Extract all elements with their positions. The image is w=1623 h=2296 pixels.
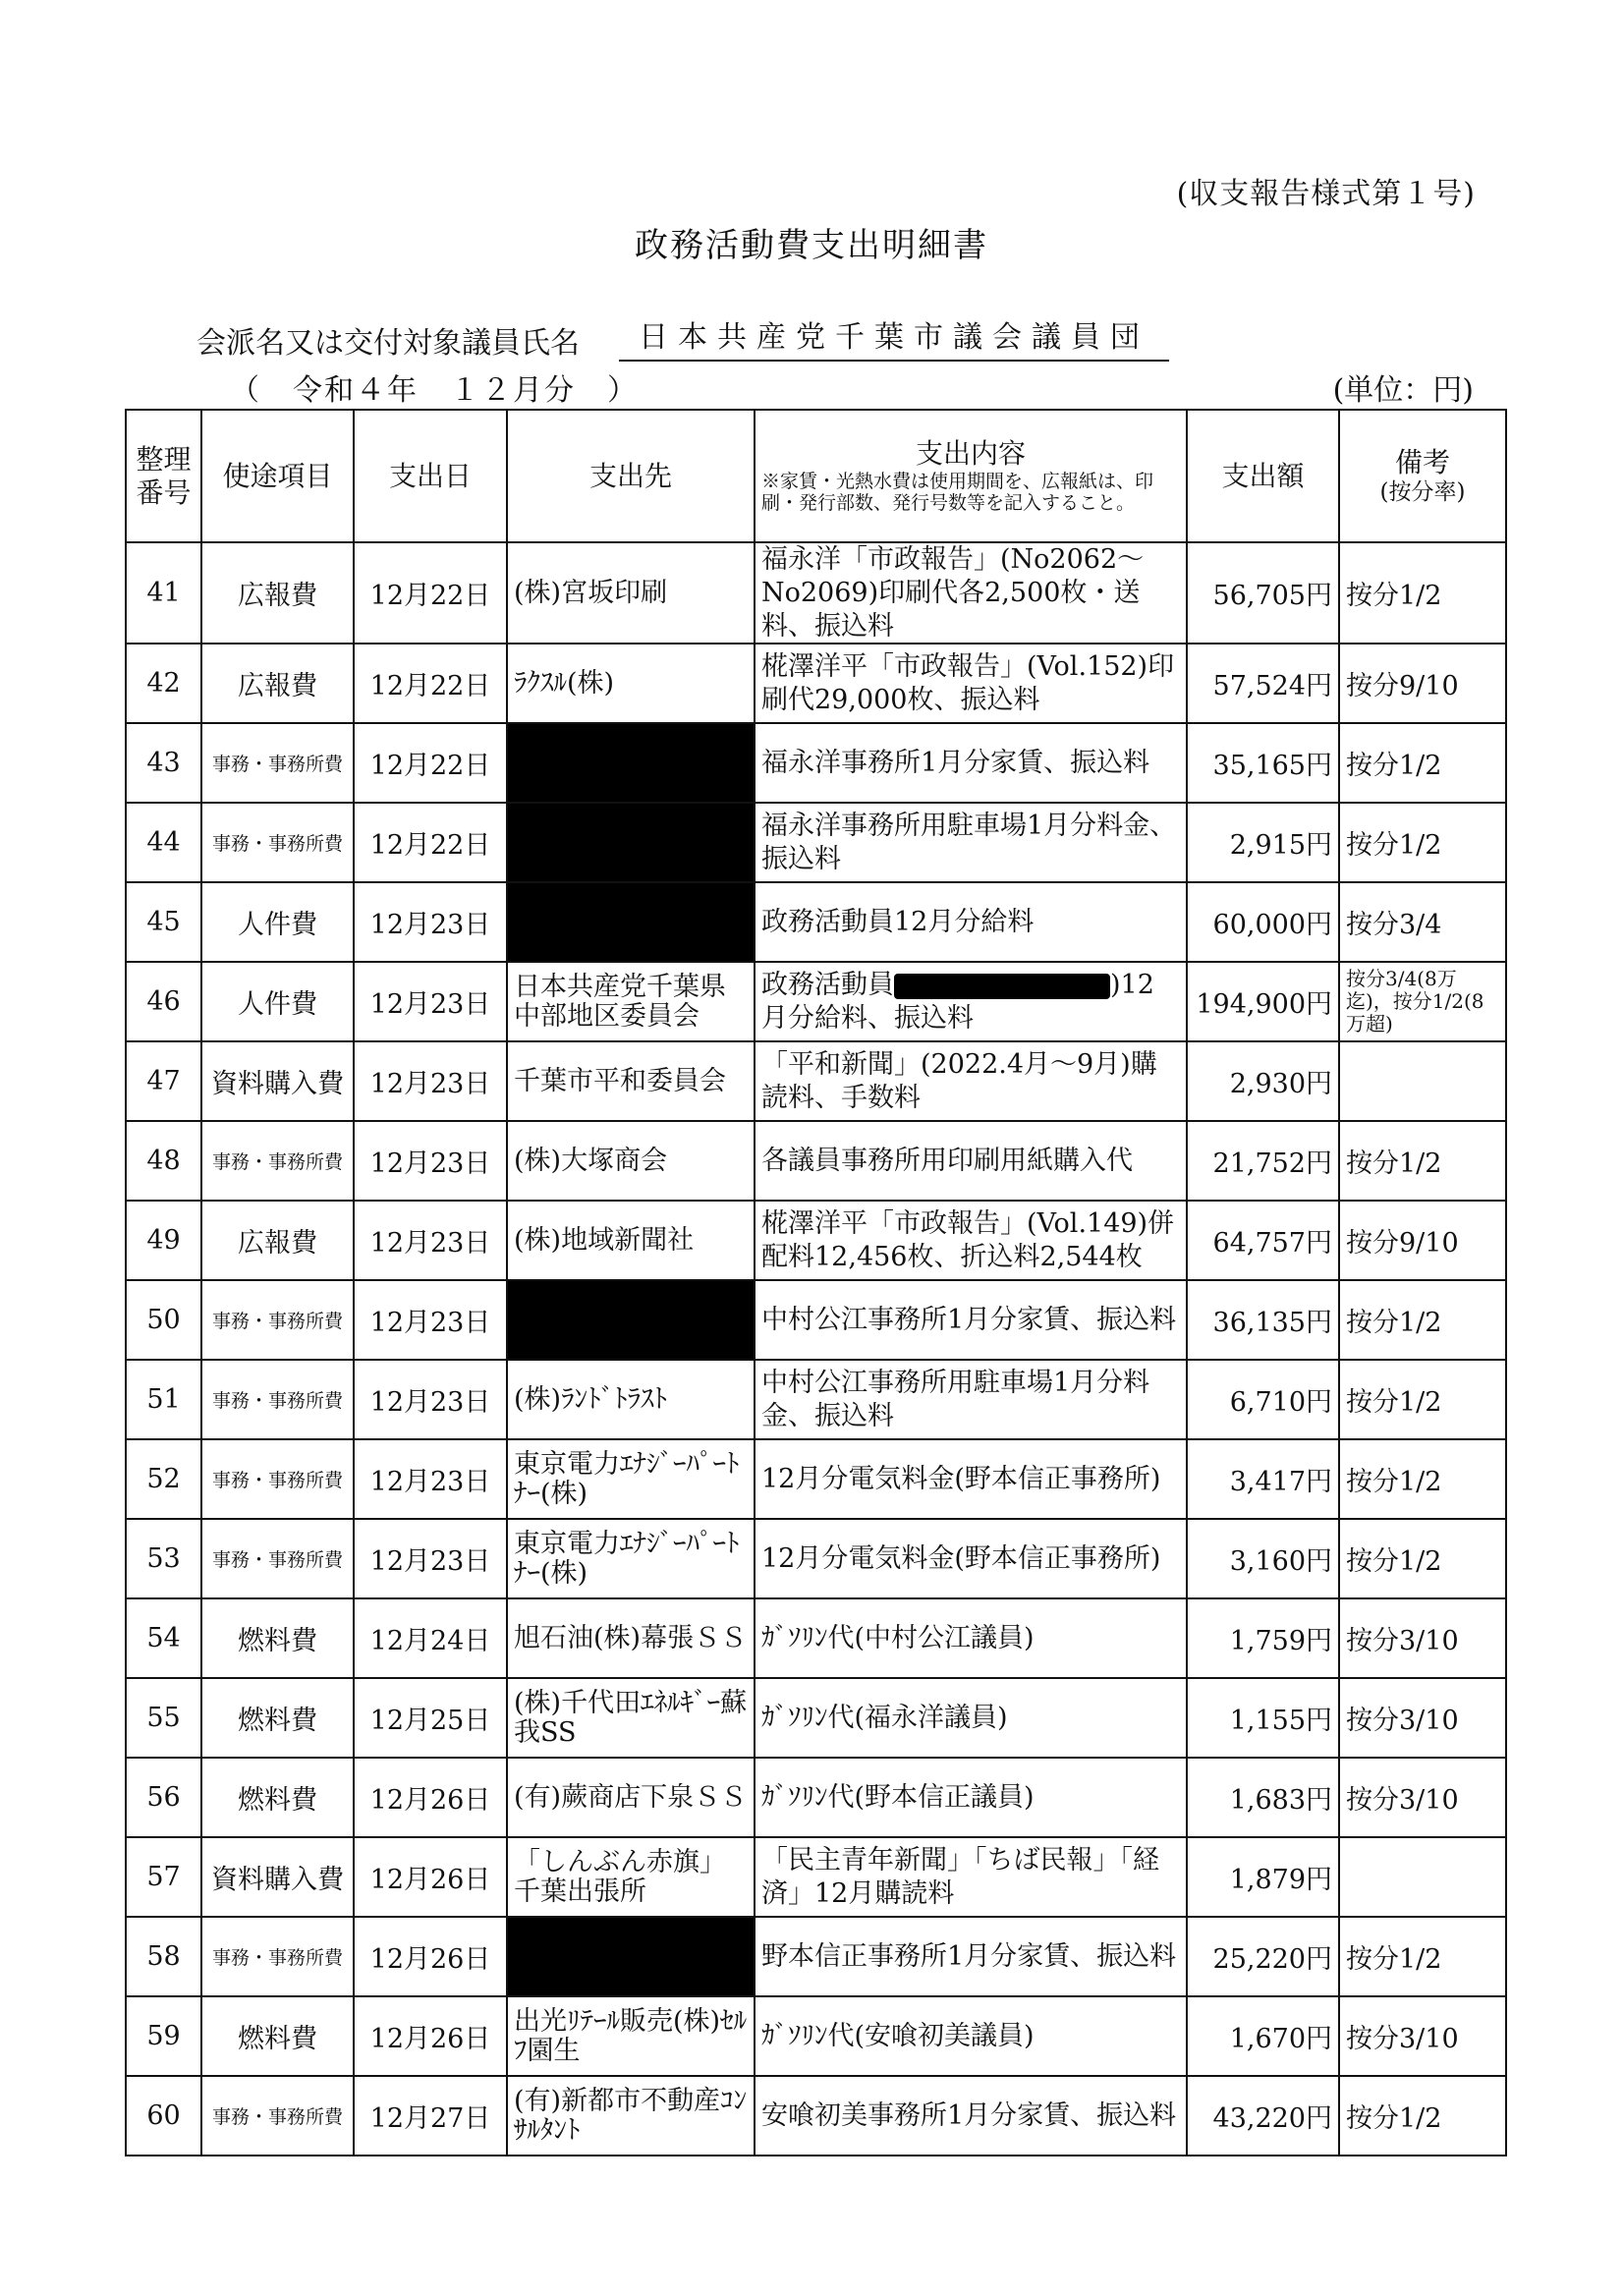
table-row [126, 1121, 1506, 1201]
cell-number: 42 [126, 644, 201, 723]
cell-number: 49 [126, 1201, 201, 1280]
cell-number: 52 [126, 1439, 201, 1519]
cell-amount: 35,165円 [1187, 723, 1339, 803]
cell-number: 44 [126, 803, 201, 882]
cell-item: 広報費 [201, 1201, 354, 1280]
cell-content: ｶﾞｿﾘﾝ代(野本信正議員) [755, 1758, 1187, 1837]
cell-remarks: 按分1/2 [1339, 542, 1506, 644]
cell-payee: (株)ﾗﾝﾄﾞﾄﾗｽﾄ [507, 1360, 755, 1439]
cell-content: 椛澤洋平「市政報告」(Vol.152)印刷代29,000枚、振込料 [755, 644, 1187, 723]
cell-payee-redacted [507, 803, 755, 882]
cell-remarks: 按分1/2 [1339, 1280, 1506, 1360]
cell-date: 12月23日 [354, 1121, 507, 1201]
cell-amount: 60,000円 [1187, 882, 1339, 962]
cell-remarks: 按分3/4(8万迄)，按分1/2(8万超) [1339, 962, 1506, 1041]
cell-payee: 東京電力ｴﾅｼﾞｰﾊﾟｰﾄﾅｰ(株) [507, 1439, 755, 1519]
cell-payee-redacted [507, 882, 755, 962]
cell-amount: 21,752円 [1187, 1121, 1339, 1201]
cell-payee: 出光ﾘﾃｰﾙ販売(株)ｾﾙﾌ園生 [507, 1996, 755, 2076]
cell-remarks [1339, 1837, 1506, 1917]
table-row [126, 1201, 1506, 1280]
group-line [196, 312, 1169, 362]
cell-number: 54 [126, 1598, 201, 1678]
cell-remarks: 按分3/10 [1339, 1758, 1506, 1837]
cell-payee: (有)新都市不動産ｺﾝｻﾙﾀﾝﾄ [507, 2076, 755, 2156]
table-row [126, 1996, 1506, 2076]
cell-remarks: 按分1/2 [1339, 1121, 1506, 1201]
header-date: 支出日 [354, 410, 507, 542]
table-row [126, 1280, 1506, 1360]
cell-date: 12月27日 [354, 2076, 507, 2156]
cell-date: 12月22日 [354, 644, 507, 723]
cell-number: 47 [126, 1041, 201, 1121]
cell-content: 椛澤洋平「市政報告」(Vol.149)併配料12,456枚、折込料2,544枚 [755, 1201, 1187, 1280]
cell-amount: 1,879円 [1187, 1837, 1339, 1917]
header-amount: 支出額 [1187, 410, 1339, 542]
cell-amount: 56,705円 [1187, 542, 1339, 644]
cell-content: 政務活動員12月分給料 [755, 882, 1187, 962]
cell-remarks: 按分1/2 [1339, 723, 1506, 803]
cell-date: 12月26日 [354, 1837, 507, 1917]
cell-date: 12月24日 [354, 1598, 507, 1678]
cell-item: 事務・事務所費 [201, 1121, 354, 1201]
form-number: (収支報告様式第１号) [1176, 177, 1476, 211]
cell-remarks: 按分1/2 [1339, 1360, 1506, 1439]
cell-content: 各議員事務所用印刷用紙購入代 [755, 1121, 1187, 1201]
cell-content-part: )12月分給料、振込料 [761, 970, 1154, 1034]
cell-item: 燃料費 [201, 1678, 354, 1758]
cell-date: 12月23日 [354, 1439, 507, 1519]
cell-amount: 194,900円 [1187, 962, 1339, 1041]
cell-date: 12月23日 [354, 1280, 507, 1360]
cell-amount: 3,417円 [1187, 1439, 1339, 1519]
cell-date: 12月23日 [354, 962, 507, 1041]
cell-number: 46 [126, 962, 201, 1041]
table-row [126, 962, 1506, 1041]
cell-date: 12月26日 [354, 1758, 507, 1837]
cell-item: 事務・事務所費 [201, 2076, 354, 2156]
redaction-bar [894, 974, 1110, 999]
cell-content: 福永洋事務所1月分家賃、振込料 [755, 723, 1187, 803]
cell-number: 43 [126, 723, 201, 803]
cell-content: ｶﾞｿﾘﾝ代(福永洋議員) [755, 1678, 1187, 1758]
cell-payee: 「しんぶん赤旗」千葉出張所 [507, 1837, 755, 1917]
cell-amount: 1,670円 [1187, 1996, 1339, 2076]
table-row [126, 1678, 1506, 1758]
cell-number: 57 [126, 1837, 201, 1917]
cell-payee: 旭石油(株)幕張ＳＳ [507, 1598, 755, 1678]
header-row [126, 410, 1506, 542]
header-item: 使途項目 [201, 410, 354, 542]
cell-number: 56 [126, 1758, 201, 1837]
reporting-period: （ 令和４年 １２月分 ） [230, 373, 639, 408]
cell-remarks: 按分1/2 [1339, 803, 1506, 882]
cell-content: 12月分電気料金(野本信正事務所) [755, 1439, 1187, 1519]
header-payee: 支出先 [507, 410, 755, 542]
table-row [126, 1439, 1506, 1519]
cell-content-part: 政務活動員 [761, 970, 894, 1000]
cell-number: 41 [126, 542, 201, 644]
cell-item: 広報費 [201, 542, 354, 644]
cell-remarks: 按分3/10 [1339, 1678, 1506, 1758]
header-content-note: ※家賃・光熱水費は使用期間を、広報紙は、印刷・発行部数、発行号数等を記入すること。 [761, 471, 1154, 515]
cell-payee: (株)大塚商会 [507, 1121, 755, 1201]
group-label: 会派名又は交付対象議員氏名 [196, 326, 580, 361]
cell-content: 「民主青年新聞」「ちば民報」「経済」12月購読料 [755, 1837, 1187, 1917]
cell-number: 50 [126, 1280, 201, 1360]
cell-date: 12月23日 [354, 1519, 507, 1598]
group-name: 日本共産党千葉市議会議員団 [619, 312, 1169, 362]
table-row [126, 542, 1506, 644]
cell-payee: (有)蕨商店下泉ＳＳ [507, 1758, 755, 1837]
cell-content: 野本信正事務所1月分家賃、振込料 [755, 1917, 1187, 1996]
header-remarks-label: 備考 [1394, 445, 1450, 478]
table-row [126, 1360, 1506, 1439]
cell-date: 12月23日 [354, 1041, 507, 1121]
cell-date: 12月26日 [354, 1996, 507, 2076]
cell-content: 福永洋「市政報告」(No2062～No2069)印刷代各2,500枚・送料、振込料 [755, 542, 1187, 644]
cell-payee: (株)千代田ｴﾈﾙｷﾞｰ蘇我SS [507, 1678, 755, 1758]
cell-item: 事務・事務所費 [201, 1280, 354, 1360]
cell-date: 12月22日 [354, 803, 507, 882]
cell-remarks: 按分3/4 [1339, 882, 1506, 962]
cell-remarks: 按分3/10 [1339, 1996, 1506, 2076]
cell-remarks: 按分1/2 [1339, 1519, 1506, 1598]
header-content-label: 支出内容 [915, 436, 1026, 470]
cell-amount: 36,135円 [1187, 1280, 1339, 1360]
cell-content: 「平和新聞」(2022.4月～9月)購読料、手数料 [755, 1041, 1187, 1121]
header-remarks [1339, 410, 1506, 542]
cell-payee: ﾗｸｽﾙ(株) [507, 644, 755, 723]
cell-date: 12月26日 [354, 1917, 507, 1996]
cell-item: 人件費 [201, 882, 354, 962]
cell-amount: 3,160円 [1187, 1519, 1339, 1598]
cell-amount: 1,683円 [1187, 1758, 1339, 1837]
table-row [126, 1917, 1506, 1996]
cell-amount: 57,524円 [1187, 644, 1339, 723]
cell-remarks: 按分3/10 [1339, 1598, 1506, 1678]
cell-item: 燃料費 [201, 1996, 354, 2076]
cell-remarks: 按分9/10 [1339, 1201, 1506, 1280]
cell-number: 48 [126, 1121, 201, 1201]
cell-number: 51 [126, 1360, 201, 1439]
table-row [126, 1519, 1506, 1598]
cell-remarks: 按分9/10 [1339, 644, 1506, 723]
cell-payee-redacted [507, 1917, 755, 1996]
unit-label: (単位：円) [1332, 373, 1474, 408]
cell-remarks: 按分1/2 [1339, 1917, 1506, 1996]
cell-item: 事務・事務所費 [201, 1519, 354, 1598]
cell-number: 55 [126, 1678, 201, 1758]
cell-amount: 1,759円 [1187, 1598, 1339, 1678]
table-row [126, 1837, 1506, 1917]
cell-amount: 25,220円 [1187, 1917, 1339, 1996]
cell-item: 燃料費 [201, 1598, 354, 1678]
header-remarks-sub: (按分率) [1379, 478, 1466, 505]
cell-content: 12月分電気料金(野本信正事務所) [755, 1519, 1187, 1598]
cell-content [755, 962, 1187, 1041]
cell-item: 事務・事務所費 [201, 803, 354, 882]
cell-content: ｶﾞｿﾘﾝ代(中村公江議員) [755, 1598, 1187, 1678]
document-title: 政務活動費支出明細書 [635, 226, 988, 265]
table-row [126, 882, 1506, 962]
cell-item: 資料購入費 [201, 1837, 354, 1917]
cell-content: 中村公江事務所1月分家賃、振込料 [755, 1280, 1187, 1360]
cell-number: 53 [126, 1519, 201, 1598]
cell-amount: 2,915円 [1187, 803, 1339, 882]
cell-item: 資料購入費 [201, 1041, 354, 1121]
table-row [126, 644, 1506, 723]
cell-payee: 日本共産党千葉県中部地区委員会 [507, 962, 755, 1041]
table-row [126, 1041, 1506, 1121]
cell-number: 59 [126, 1996, 201, 2076]
table-row [126, 1598, 1506, 1678]
cell-number: 58 [126, 1917, 201, 1996]
cell-payee-redacted [507, 723, 755, 803]
cell-amount: 6,710円 [1187, 1360, 1339, 1439]
cell-amount: 43,220円 [1187, 2076, 1339, 2156]
cell-remarks: 按分1/2 [1339, 1439, 1506, 1519]
cell-content: ｶﾞｿﾘﾝ代(安喰初美議員) [755, 1996, 1187, 2076]
cell-number: 60 [126, 2076, 201, 2156]
cell-item: 事務・事務所費 [201, 1439, 354, 1519]
cell-date: 12月25日 [354, 1678, 507, 1758]
cell-remarks: 按分1/2 [1339, 2076, 1506, 2156]
cell-item: 広報費 [201, 644, 354, 723]
cell-item: 事務・事務所費 [201, 1360, 354, 1439]
cell-item: 人件費 [201, 962, 354, 1041]
cell-content: 福永洋事務所用駐車場1月分料金、振込料 [755, 803, 1187, 882]
cell-date: 12月23日 [354, 1201, 507, 1280]
cell-payee: 東京電力ｴﾅｼﾞｰﾊﾟｰﾄﾅｰ(株) [507, 1519, 755, 1598]
cell-payee: (株)宮坂印刷 [507, 542, 755, 644]
table-row [126, 723, 1506, 803]
cell-content: 安喰初美事務所1月分家賃、振込料 [755, 2076, 1187, 2156]
expense-table [125, 409, 1507, 2156]
table-row [126, 1758, 1506, 1837]
cell-remarks [1339, 1041, 1506, 1121]
cell-payee-redacted [507, 1280, 755, 1360]
cell-date: 12月23日 [354, 1360, 507, 1439]
cell-item: 燃料費 [201, 1758, 354, 1837]
cell-date: 12月22日 [354, 542, 507, 644]
header-content [755, 410, 1187, 542]
cell-number: 45 [126, 882, 201, 962]
cell-amount: 2,930円 [1187, 1041, 1339, 1121]
table-row [126, 2076, 1506, 2156]
cell-amount: 64,757円 [1187, 1201, 1339, 1280]
cell-payee: 千葉市平和委員会 [507, 1041, 755, 1121]
cell-item: 事務・事務所費 [201, 723, 354, 803]
table-row [126, 803, 1506, 882]
cell-item: 事務・事務所費 [201, 1917, 354, 1996]
cell-date: 12月23日 [354, 882, 507, 962]
cell-content: 中村公江事務所用駐車場1月分料金、振込料 [755, 1360, 1187, 1439]
header-no: 整理番号 [126, 410, 201, 542]
cell-payee: (株)地域新聞社 [507, 1201, 755, 1280]
cell-amount: 1,155円 [1187, 1678, 1339, 1758]
cell-date: 12月22日 [354, 723, 507, 803]
